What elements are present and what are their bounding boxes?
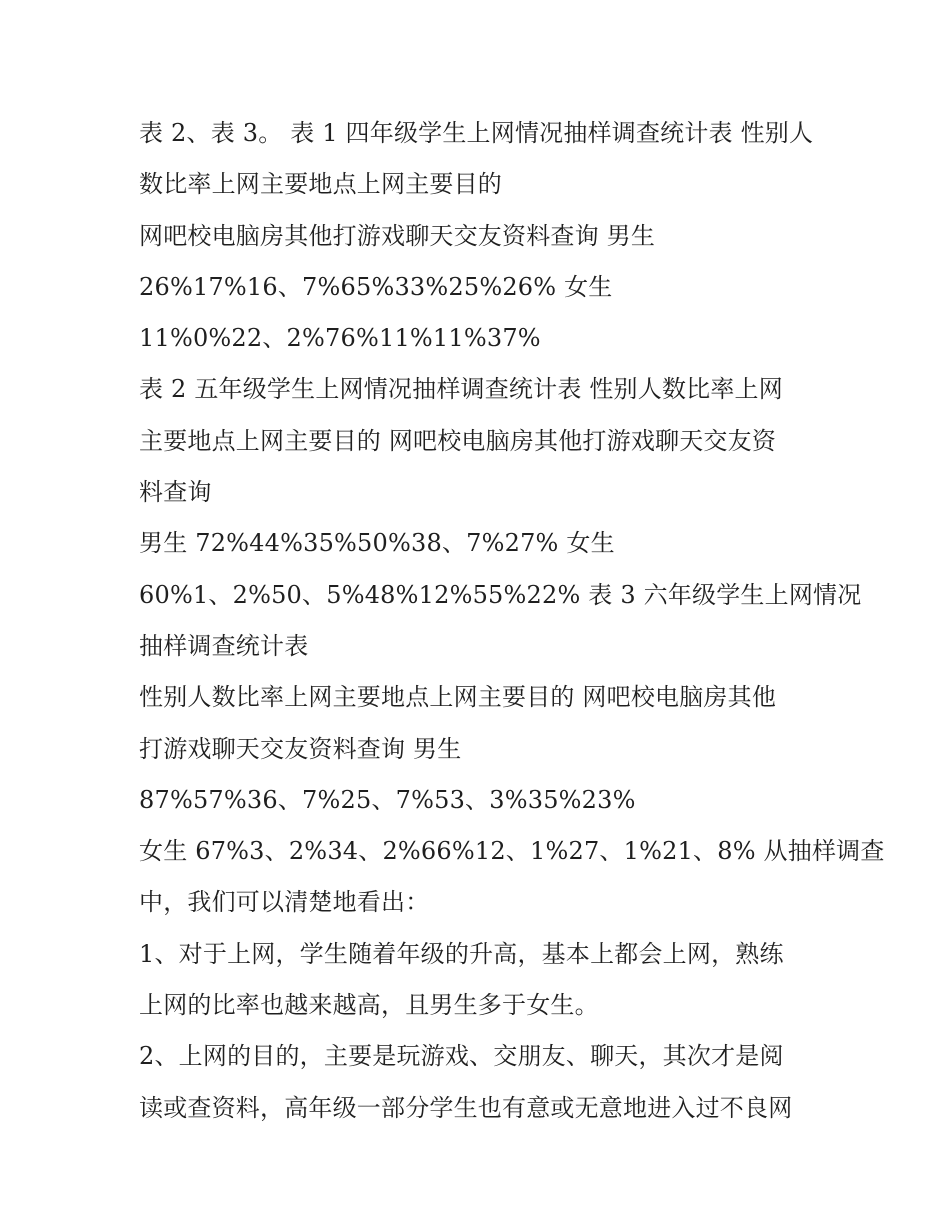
text-line: 抽样调查统计表 [139,631,309,660]
text-line: 网吧校电脑房其他打游戏聊天交友资料查询 男生 [139,221,656,250]
text-line: 中，我们可以清楚地看出： [139,888,430,917]
text-line: 打游戏聊天交友资料查询 男生 [139,734,462,763]
text-line: 数比率上网主要地点上网主要目的 [139,170,502,199]
text-line: 1、对于上网，学生随着年级的升高，基本上都会上网，熟练 [139,939,784,968]
text-line: 读或查资料，高年级一部分学生也有意或无意地进入过不良网 [139,1093,793,1122]
text-line: 主要地点上网主要目的 网吧校电脑房其他打游戏聊天交友资 [139,426,777,455]
text-line: 表 2 五年级学生上网情况抽样调查统计表 性别人数比率上网 [139,375,783,404]
document-body [139,108,885,1134]
text-line: 料查询 [139,478,212,507]
text-line: 性别人数比率上网主要地点上网主要目的 网吧校电脑房其他 [139,683,777,712]
text-line: 60%1、2%50、5%48%12%55%22% 表 3 六年级学生上网情况 [139,580,862,609]
text-line: 2、上网的目的，主要是玩游戏、交朋友、聊天，其次才是阅 [139,1042,784,1071]
text-line: 11%0%22、2%76%11%11%37% [139,324,541,353]
text-line: 表 2、表 3。 表 1 四年级学生上网情况抽样调查统计表 性别人 [139,119,814,147]
text-line: 上网的比率也越来越高，且男生多于女生。 [139,991,599,1020]
text-line: 女生 67%3、2%34、2%66%12、1%27、1%21、8% 从抽样调查 [139,837,885,866]
text-line: 男生 72%44%35%50%38、7%27% 女生 [139,529,615,558]
text-line: 26%17%16、7%65%33%25%26% 女生 [139,272,613,301]
text-line: 87%57%36、7%25、7%53、3%35%23% [139,785,636,814]
